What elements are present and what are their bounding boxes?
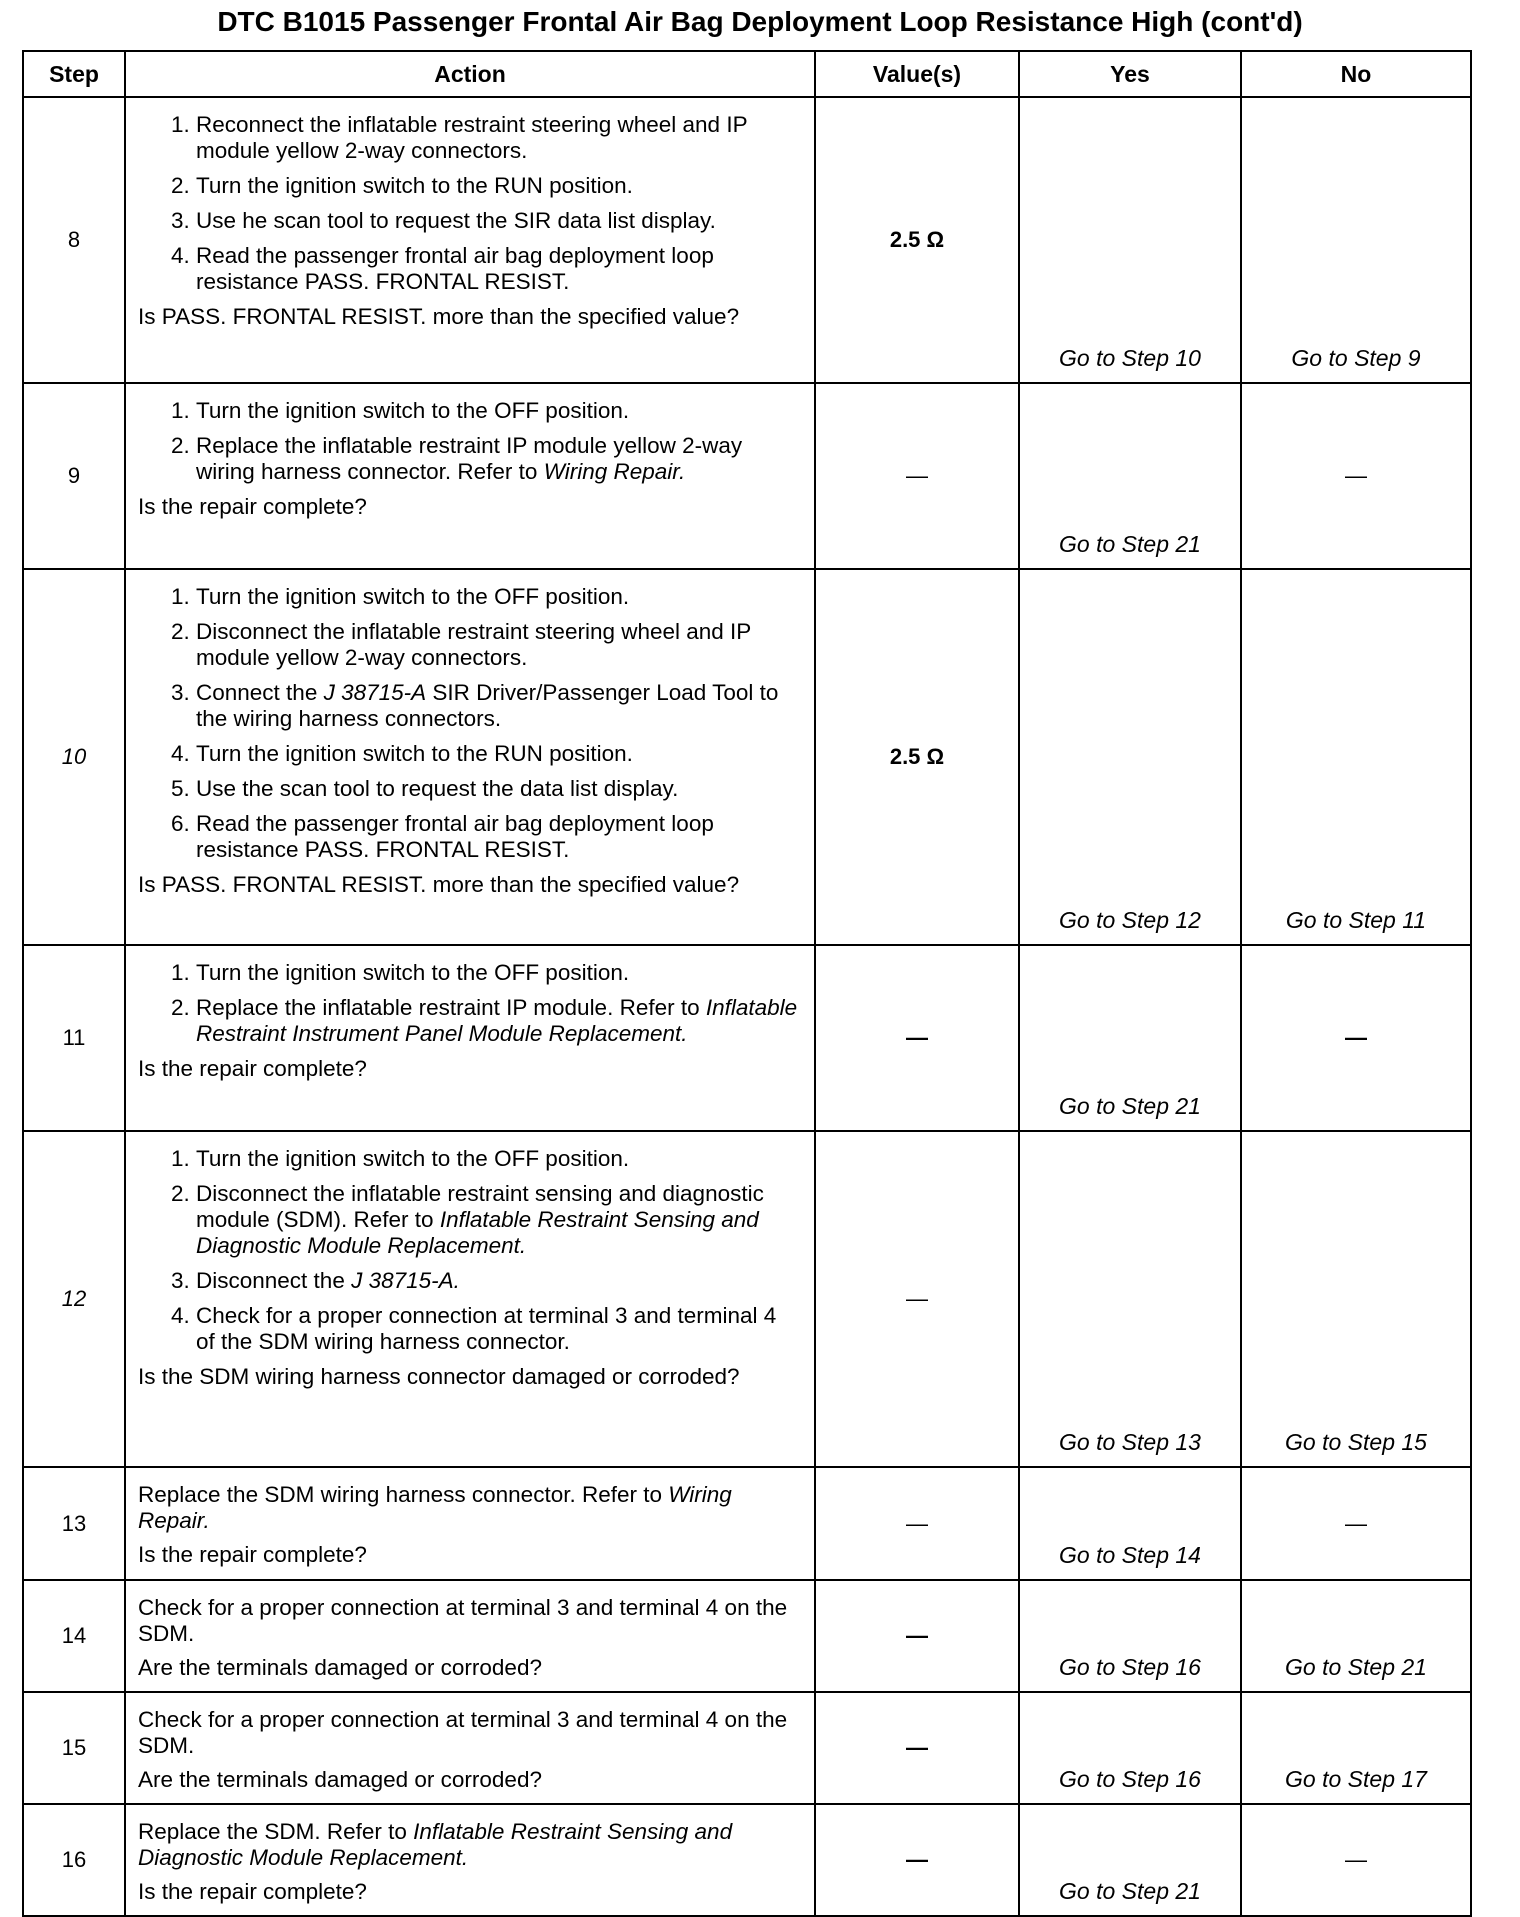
step-number: 8: [23, 97, 125, 383]
action-step: [196, 584, 800, 610]
action-text: Turn the ignition switch to the OFF position.: [196, 960, 630, 985]
action-cell: [125, 1131, 815, 1467]
step-number: 10: [23, 569, 125, 945]
column-header-action: Action: [125, 51, 815, 97]
diagnostic-table: [22, 50, 1472, 1917]
action-question: Is the repair complete?: [138, 1056, 367, 1081]
action-step: [196, 208, 800, 234]
action-text: Reconnect the inflatable restraint steering wheel and IP module yellow 2-way connectors.: [196, 112, 748, 163]
action-steps-list: [138, 584, 800, 863]
no-result: Go to Step 9: [1241, 97, 1471, 383]
action-cell: [125, 1580, 815, 1692]
step-number: 13: [23, 1467, 125, 1580]
no-result: Go to Step 21: [1241, 1580, 1471, 1692]
table-row: [23, 1467, 1471, 1580]
value-cell: —: [815, 383, 1019, 569]
action-cell: [125, 97, 815, 383]
value-cell: 2.5 Ω: [815, 569, 1019, 945]
table-row: [23, 1580, 1471, 1692]
action-step: [196, 398, 800, 424]
table-row: [23, 383, 1471, 569]
action-step: [196, 433, 800, 485]
no-result: —: [1241, 383, 1471, 569]
value-cell: 2.5 Ω: [815, 97, 1019, 383]
action-text: Check for a proper connection at terminal 3 and terminal 4 on the SDM.: [138, 1595, 788, 1646]
action-text: Disconnect the inflatable restraint steering wheel and IP module yellow 2-way connectors.: [196, 619, 751, 670]
action-text: Turn the ignition switch to the OFF position.: [196, 1146, 630, 1171]
yes-result: Go to Step 16: [1019, 1692, 1241, 1804]
action-step: [196, 1268, 800, 1294]
action-cell: [125, 1467, 815, 1580]
yes-result: Go to Step 12: [1019, 569, 1241, 945]
table-row: [23, 1692, 1471, 1804]
no-result: —: [1241, 1467, 1471, 1580]
reference-text: J 38715-A.: [351, 1268, 460, 1293]
table-row: [23, 945, 1471, 1131]
action-text: Disconnect the: [196, 1268, 352, 1293]
action-question: Is the SDM wiring harness connector damaged or corroded?: [138, 1364, 740, 1389]
action-cell: [125, 383, 815, 569]
value-cell: —: [815, 1467, 1019, 1580]
action-step: [196, 243, 800, 295]
yes-result: Go to Step 21: [1019, 945, 1241, 1131]
action-paragraph: [138, 1595, 800, 1647]
value-cell: —: [815, 1131, 1019, 1467]
action-text: SIR Driver/Passenger Load Tool to the wiring harness connectors.: [196, 680, 779, 731]
yes-result: Go to Step 14: [1019, 1467, 1241, 1580]
action-step: [196, 960, 800, 986]
action-text: Turn the ignition switch to the OFF position.: [196, 398, 630, 423]
action-text: Turn the ignition switch to the RUN position.: [196, 173, 633, 198]
action-steps-list: [138, 112, 800, 295]
action-cell: [125, 1804, 815, 1916]
table-row: [23, 97, 1471, 383]
action-text: Read the passenger frontal air bag deployment loop resistance PASS. FRONTAL RESIST.: [196, 243, 714, 294]
action-text: Replace the SDM wiring harness connector. Refer to: [138, 1482, 669, 1507]
action-step: [196, 1146, 800, 1172]
action-text: Check for a proper connection at terminal 3 and terminal 4 of the SDM wiring harness connector.: [196, 1303, 777, 1354]
action-text: Use the scan tool to request the data list display.: [196, 776, 679, 801]
action-text: Turn the ignition switch to the RUN position.: [196, 741, 633, 766]
step-number: 9: [23, 383, 125, 569]
action-steps-list: [138, 960, 800, 1047]
reference-text: Wiring Repair.: [543, 459, 686, 484]
yes-result: Go to Step 16: [1019, 1580, 1241, 1692]
action-steps-list: [138, 398, 800, 485]
table-row: [23, 569, 1471, 945]
reference-text: J 38715-A: [323, 680, 427, 705]
action-question: Is the repair complete?: [138, 494, 367, 519]
action-cell: [125, 1692, 815, 1804]
yes-result: Go to Step 13: [1019, 1131, 1241, 1467]
action-step: [196, 1303, 800, 1355]
action-question: Are the terminals damaged or corroded?: [138, 1655, 542, 1680]
table-row: [23, 1804, 1471, 1916]
no-result: —: [1241, 1804, 1471, 1916]
value-cell: —: [815, 1804, 1019, 1916]
action-step: [196, 995, 800, 1047]
column-header-yes: Yes: [1019, 51, 1241, 97]
table-row: [23, 1131, 1471, 1467]
action-question: Are the terminals damaged or corroded?: [138, 1767, 542, 1792]
action-text: Turn the ignition switch to the OFF position.: [196, 584, 630, 609]
reference-text: Inflatable Restraint Sensing and Diagnostic Module Replacement.: [138, 1819, 733, 1870]
action-question: Is PASS. FRONTAL RESIST. more than the specified value?: [138, 304, 740, 329]
action-text: Replace the inflatable restraint IP module yellow 2-way wiring harness connector. Refer to: [196, 433, 743, 484]
yes-result: Go to Step 21: [1019, 1804, 1241, 1916]
step-number: 14: [23, 1580, 125, 1692]
action-text: Check for a proper connection at terminal 3 and terminal 4 on the SDM.: [138, 1707, 788, 1758]
yes-result: Go to Step 21: [1019, 383, 1241, 569]
action-step: [196, 173, 800, 199]
page-title: DTC B1015 Passenger Frontal Air Bag Deployment Loop Resistance High (cont'd): [217, 6, 1303, 37]
action-cell: [125, 945, 815, 1131]
step-number: 15: [23, 1692, 125, 1804]
action-text: Disconnect the inflatable restraint sensing and diagnostic module (SDM). Refer to: [196, 1181, 764, 1232]
action-step: [196, 112, 800, 164]
header-row: [23, 51, 1471, 97]
action-step: [196, 619, 800, 671]
reference-text: Inflatable Restraint Sensing and Diagnostic Module Replacement.: [196, 1207, 759, 1258]
no-result: Go to Step 11: [1241, 569, 1471, 945]
action-cell: [125, 569, 815, 945]
column-header-values: Value(s): [815, 51, 1019, 97]
reference-text: Inflatable Restraint Instrument Panel Module Replacement.: [196, 995, 798, 1046]
no-result: Go to Step 17: [1241, 1692, 1471, 1804]
action-text: Replace the inflatable restraint IP module. Refer to: [196, 995, 706, 1020]
value-cell: —: [815, 945, 1019, 1131]
action-paragraph: [138, 1819, 800, 1871]
action-step: [196, 680, 800, 732]
action-step: [196, 776, 800, 802]
column-header-no: No: [1241, 51, 1471, 97]
action-text: Use he scan tool to request the SIR data list display.: [196, 208, 716, 233]
step-number: 16: [23, 1804, 125, 1916]
action-step: [196, 811, 800, 863]
value-cell: —: [815, 1580, 1019, 1692]
action-step: [196, 741, 800, 767]
step-number: 11: [23, 945, 125, 1131]
action-paragraph: [138, 1482, 800, 1534]
value-cell: —: [815, 1692, 1019, 1804]
column-header-step: Step: [23, 51, 125, 97]
action-question: Is the repair complete?: [138, 1542, 367, 1567]
action-text: Connect the: [196, 680, 324, 705]
yes-result: Go to Step 10: [1019, 97, 1241, 383]
action-text: Read the passenger frontal air bag deployment loop resistance PASS. FRONTAL RESIST.: [196, 811, 714, 862]
step-number: 12: [23, 1131, 125, 1467]
action-steps-list: [138, 1146, 800, 1355]
no-result: —: [1241, 945, 1471, 1131]
action-question: Is the repair complete?: [138, 1879, 367, 1904]
action-paragraph: [138, 1707, 800, 1759]
no-result: Go to Step 15: [1241, 1131, 1471, 1467]
action-step: [196, 1181, 800, 1259]
reference-text: Wiring Repair.: [138, 1482, 732, 1533]
action-question: Is PASS. FRONTAL RESIST. more than the specified value?: [138, 872, 740, 897]
table-body: [23, 97, 1471, 1916]
action-text: Replace the SDM. Refer to: [138, 1819, 414, 1844]
